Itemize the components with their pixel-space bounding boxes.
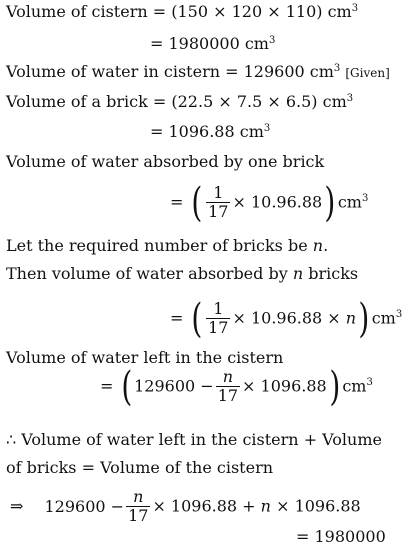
- text-brick-result: = 1096.88 cm: [150, 122, 264, 141]
- line-therefore: [6, 430, 382, 450]
- expression-part-c: × 1096.88: [270, 496, 361, 516]
- expression-part-a: 129600 −: [134, 376, 214, 396]
- line-final-result: [296, 527, 386, 547]
- text-volume-water: Volume of water in cistern = 129600 cm: [6, 62, 334, 81]
- equation-absorbed-one: [170, 179, 369, 226]
- given-note: [Given]: [345, 66, 390, 80]
- unit-cm: cm: [371, 308, 396, 328]
- fraction-denominator: 17: [208, 202, 229, 221]
- line-brick-result: [150, 122, 270, 142]
- line-volume-water: [6, 62, 390, 83]
- close-paren: ): [358, 295, 370, 342]
- fraction-n-seventeenth: [216, 368, 240, 405]
- variable-n: n: [260, 496, 271, 516]
- text-absorbed-n: Then volume of water absorbed by: [6, 264, 293, 283]
- fraction-one-seventeenth: [206, 184, 230, 221]
- fraction-n-seventeenth: [126, 488, 150, 525]
- equation-water-left: [100, 363, 373, 410]
- superscript-cube: 3: [263, 123, 271, 134]
- fraction-numerator: 1: [213, 299, 224, 318]
- text-final-result: = 1980000: [296, 527, 386, 546]
- equals-sign: =: [170, 192, 184, 212]
- line-volume-cistern: [6, 2, 358, 22]
- variable-n: n: [292, 264, 304, 283]
- superscript-cube: 3: [351, 3, 359, 14]
- variable-n: n: [312, 236, 324, 255]
- text-let-n: Let the required number of bricks be: [6, 236, 313, 255]
- text-cistern-result: = 1980000 cm: [150, 34, 269, 53]
- unit-cm: cm: [342, 376, 367, 396]
- expression-part-b: × 1096.88 +: [152, 496, 261, 516]
- variable-n: n: [345, 308, 357, 328]
- open-paren: (: [190, 295, 202, 342]
- fraction-denominator: 17: [128, 506, 149, 525]
- open-paren: (: [190, 179, 202, 226]
- unit-cm: cm: [337, 192, 362, 212]
- superscript-cube: 3: [361, 193, 369, 204]
- text-period: .: [323, 236, 329, 255]
- expression-rest: × 10.96.88 ×: [232, 308, 346, 328]
- text-volume-bricks: of bricks = Volume of the cistern: [6, 458, 274, 477]
- fraction-one-seventeenth: [206, 300, 230, 337]
- close-paren: ): [329, 363, 340, 410]
- line-absorbed-n: [6, 264, 358, 284]
- superscript-cube: 3: [366, 377, 373, 388]
- equation-absorbed-n: [170, 295, 403, 342]
- equals-sign: =: [170, 308, 184, 328]
- line-volume-brick: [6, 92, 353, 112]
- text-volume-brick: Volume of a brick = (22.5 × 7.5 × 6.5) cm: [6, 92, 347, 111]
- line-water-left: [6, 348, 283, 368]
- superscript-cube: 3: [395, 309, 403, 320]
- fraction-numerator: n: [222, 367, 234, 386]
- fraction-numerator: n: [133, 487, 144, 506]
- text-water-left: Volume of water left in the cistern: [6, 348, 284, 367]
- equation-final: [10, 486, 361, 527]
- text-volume-cistern: Volume of cistern = (150 × 120 × 110) cm: [6, 2, 352, 21]
- fraction-denominator: 17: [217, 386, 239, 405]
- text-therefore: ∴ Volume of water left in the cistern + Volume: [6, 430, 382, 449]
- expression-part-b: × 1096.88: [242, 376, 327, 396]
- text-absorbed-one: Volume of water absorbed by one brick: [6, 152, 325, 171]
- text-bricks: bricks: [303, 264, 359, 283]
- fraction-denominator: 17: [208, 318, 229, 337]
- expression-part-a: 129600 −: [44, 496, 125, 516]
- expression-rest: × 10.96.88: [232, 192, 323, 212]
- open-paren: (: [120, 363, 132, 410]
- line-absorbed-one: [6, 152, 324, 172]
- superscript-cube: 3: [268, 35, 276, 46]
- fraction-numerator: 1: [213, 183, 224, 202]
- equals-sign: =: [100, 376, 114, 396]
- superscript-cube: 3: [333, 63, 341, 74]
- line-volume-bricks: [6, 458, 273, 478]
- line-let-n: [6, 236, 328, 256]
- line-cistern-result: [150, 34, 275, 54]
- superscript-cube: 3: [346, 93, 354, 104]
- implies-arrow: ⇒: [10, 496, 24, 516]
- close-paren: ): [324, 179, 336, 226]
